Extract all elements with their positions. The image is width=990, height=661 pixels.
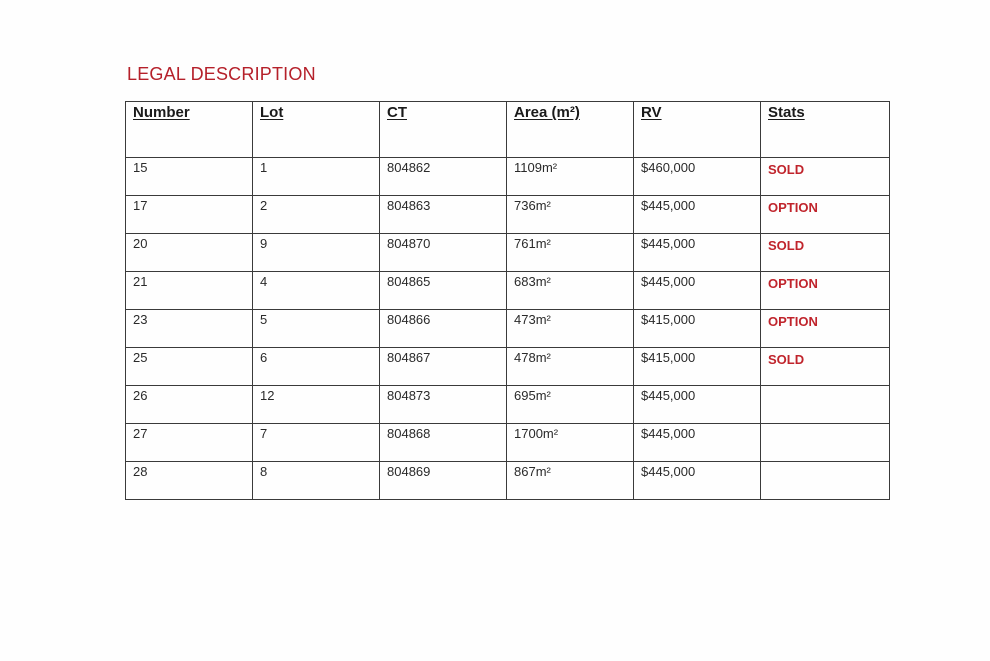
cell-lot: 8 (253, 462, 380, 500)
table-row (126, 348, 890, 386)
cell-lot: 1 (253, 158, 380, 196)
cell-area: 695m² (507, 386, 634, 424)
cell-area: 473m² (507, 310, 634, 348)
cell-stats (761, 234, 890, 272)
cell-area: 478m² (507, 348, 634, 386)
cell-number: 27 (126, 424, 253, 462)
cell-rv: $415,000 (634, 348, 761, 386)
cell-number: 20 (126, 234, 253, 272)
cell-rv: $445,000 (634, 386, 761, 424)
column-header-rv: RV (634, 102, 761, 158)
cell-lot: 5 (253, 310, 380, 348)
cell-stats (761, 310, 890, 348)
status-badge: OPTION (768, 276, 818, 291)
status-badge: SOLD (768, 162, 805, 177)
cell-number: 28 (126, 462, 253, 500)
status-badge: SOLD (768, 238, 805, 253)
cell-rv: $445,000 (634, 272, 761, 310)
column-header-lot: Lot (253, 102, 380, 158)
cell-area: 1109m² (507, 158, 634, 196)
cell-number: 17 (126, 196, 253, 234)
cell-lot: 12 (253, 386, 380, 424)
table-row (126, 462, 890, 500)
cell-area: 683m² (507, 272, 634, 310)
cell-area: 761m² (507, 234, 634, 272)
table-row (126, 234, 890, 272)
cell-lot: 4 (253, 272, 380, 310)
table-row (126, 424, 890, 462)
cell-ct: 804870 (380, 234, 507, 272)
table-row (126, 310, 890, 348)
cell-lot: 6 (253, 348, 380, 386)
status-badge: SOLD (768, 352, 805, 367)
cell-rv: $460,000 (634, 158, 761, 196)
cell-lot: 9 (253, 234, 380, 272)
cell-stats (761, 196, 890, 234)
cell-stats (761, 462, 890, 500)
column-header-stats: Stats (761, 102, 890, 158)
cell-number: 21 (126, 272, 253, 310)
page-title: LEGAL DESCRIPTION (127, 64, 316, 84)
cell-ct: 804873 (380, 386, 507, 424)
cell-number: 26 (126, 386, 253, 424)
cell-lot: 7 (253, 424, 380, 462)
cell-area: 736m² (507, 196, 634, 234)
cell-ct: 804869 (380, 462, 507, 500)
cell-area: 867m² (507, 462, 634, 500)
cell-rv: $445,000 (634, 424, 761, 462)
cell-ct: 804863 (380, 196, 507, 234)
column-header-number: Number (126, 102, 253, 158)
cell-ct: 804866 (380, 310, 507, 348)
cell-rv: $445,000 (634, 234, 761, 272)
column-header-area: Area (m²) (507, 102, 634, 158)
cell-number: 25 (126, 348, 253, 386)
table-row (126, 196, 890, 234)
cell-stats (761, 386, 890, 424)
cell-number: 23 (126, 310, 253, 348)
table-row (126, 386, 890, 424)
cell-ct: 804862 (380, 158, 507, 196)
cell-stats (761, 272, 890, 310)
cell-lot: 2 (253, 196, 380, 234)
status-badge: OPTION (768, 314, 818, 329)
cell-stats (761, 158, 890, 196)
column-header-ct: CT (380, 102, 507, 158)
table-row (126, 272, 890, 310)
cell-ct: 804868 (380, 424, 507, 462)
cell-number: 15 (126, 158, 253, 196)
cell-stats (761, 424, 890, 462)
status-badge: OPTION (768, 200, 818, 215)
table-row (126, 158, 890, 196)
cell-rv: $415,000 (634, 310, 761, 348)
cell-rv: $445,000 (634, 196, 761, 234)
table-header-row (126, 102, 890, 158)
cell-area: 1700m² (507, 424, 634, 462)
cell-ct: 804865 (380, 272, 507, 310)
cell-rv: $445,000 (634, 462, 761, 500)
cell-stats (761, 348, 890, 386)
legal-description-table (125, 101, 890, 500)
cell-ct: 804867 (380, 348, 507, 386)
